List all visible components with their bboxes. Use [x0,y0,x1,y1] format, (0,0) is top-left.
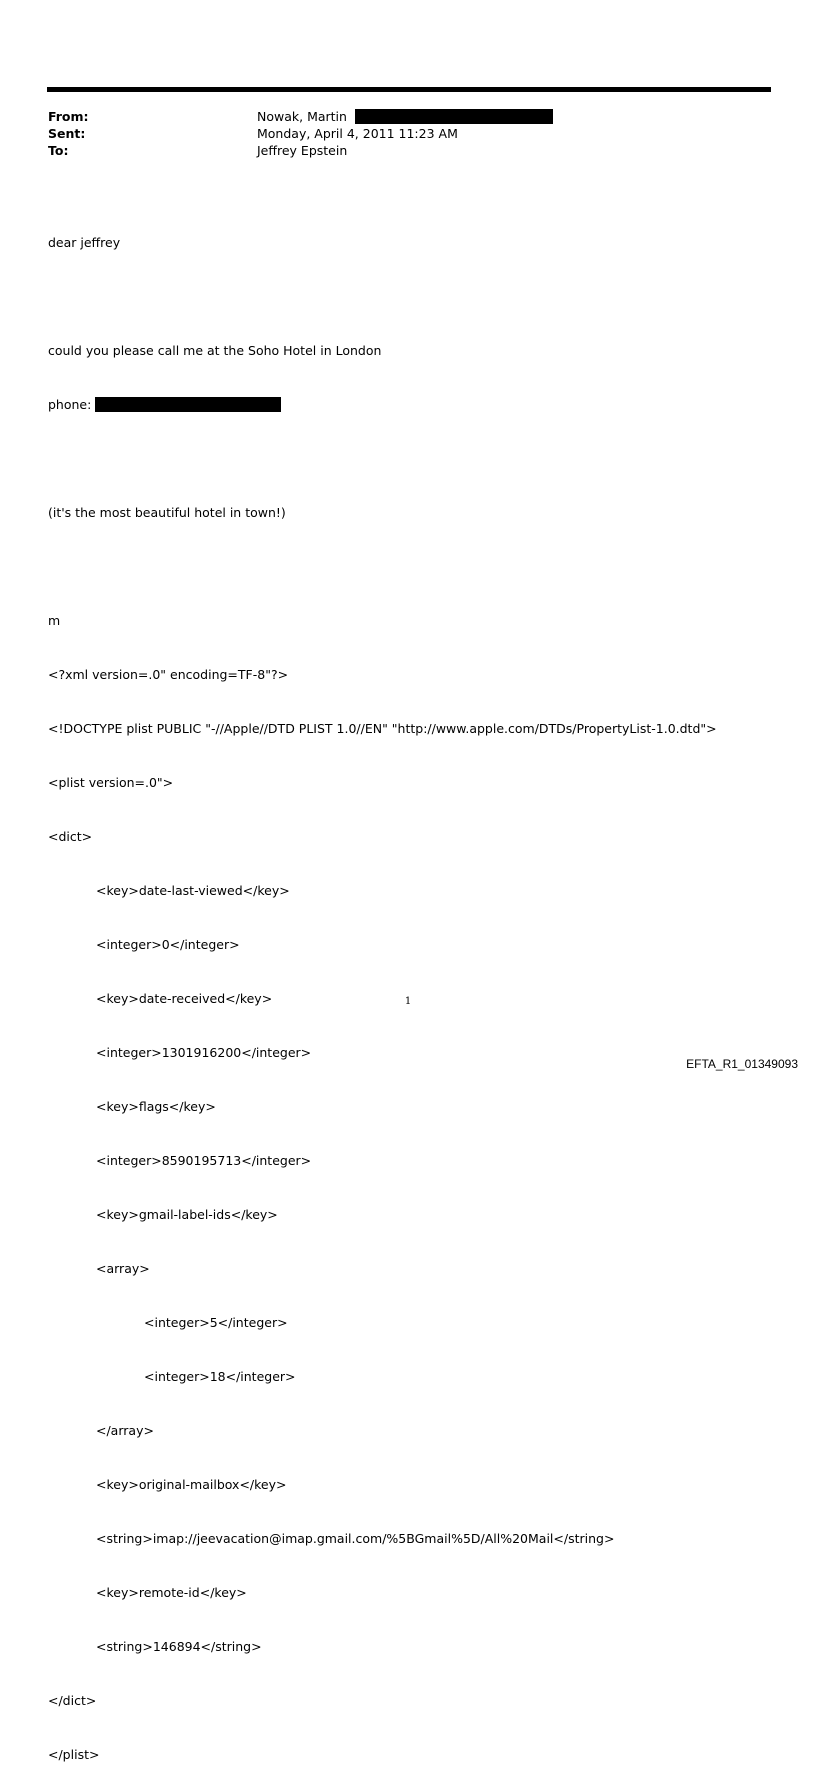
plist-line: <string>146894</string> [96,1639,262,1654]
sent-label: Sent: [48,126,86,141]
plist-line: <integer>0</integer> [96,937,240,952]
page-number: 1 [404,996,412,1007]
plist-line: <key>remote-id</key> [96,1585,247,1600]
bates-number: EFTA_R1_01349093 [686,1057,798,1071]
plist-line: <integer>1301916200</integer> [96,1045,312,1060]
plist-line: <integer>18</integer> [144,1369,296,1384]
to-value: Jeffrey Epstein [257,143,348,158]
message-body [48,198,717,1782]
from-value [257,108,553,125]
plist-line: <key>flags</key> [96,1099,216,1114]
from-name: Nowak, Martin [257,109,347,124]
plist-line: <key>original-mailbox</key> [96,1477,287,1492]
signature: m [48,613,61,628]
plist-open: <plist version=.0"> [48,775,174,790]
plist-close: </plist> [48,1747,100,1762]
dict-open: <dict> [48,829,93,844]
plist-line: <array> [96,1261,150,1276]
plist-line: <integer>8590195713</integer> [96,1153,312,1168]
plist-line: <key>gmail-label-ids</key> [96,1207,278,1222]
header-rule [47,87,771,92]
body-line-2: (it's the most beautiful hotel in town!) [48,505,286,520]
to-label: To: [48,143,69,158]
plist-line: <key>date-received</key> [96,991,273,1006]
plist-doctype: <!DOCTYPE plist PUBLIC "-//Apple//DTD PLIST 1.0//EN" "http://www.apple.com/DTDs/PropertyList-1.0.dtd"> [48,721,717,736]
body-line-1: could you please call me at the Soho Hotel in London [48,343,382,358]
phone-label: phone: [48,397,92,412]
from-label: From: [48,109,89,124]
phone-redaction-box [95,397,281,412]
plist-line: <string>imap://jeevacation@imap.gmail.com/%5BGmail%5D/All%20Mail</string> [96,1531,615,1546]
plist-line: <integer>5</integer> [144,1315,288,1330]
dict-close: </dict> [48,1693,97,1708]
plist-line: <key>date-last-viewed</key> [96,883,290,898]
plist-line: </array> [96,1423,154,1438]
plist-xml-decl: <?xml version=.0" encoding=TF-8"?> [48,667,289,682]
greeting: dear jeffrey [48,235,121,250]
sent-value: Monday, April 4, 2011 11:23 AM [257,126,458,141]
redaction-box [355,109,553,124]
phone-line [48,396,717,414]
